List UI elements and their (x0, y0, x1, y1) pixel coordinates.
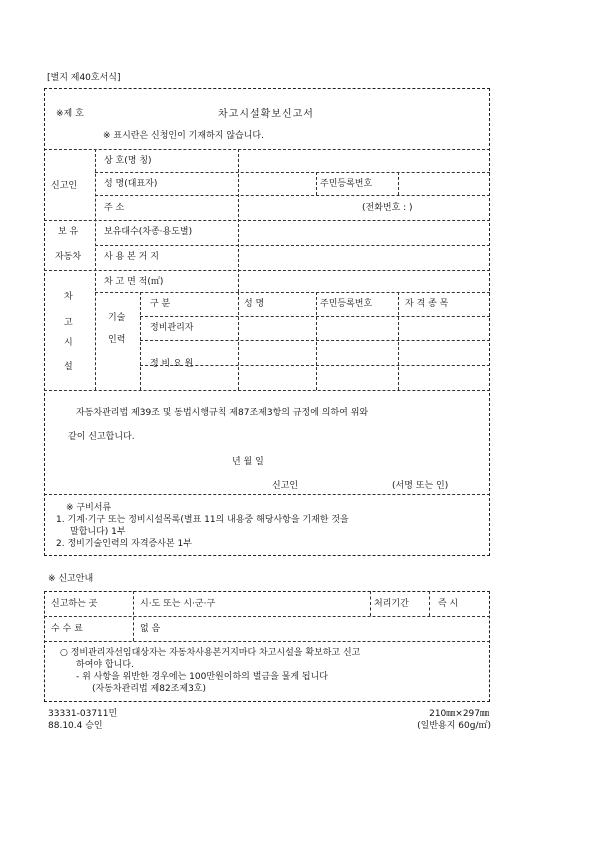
garage-section-char: 시 (64, 338, 73, 348)
document-item-1: 1. 기계·기구 또는 정비시설목록(별표 11의 내용중 해당사항을 기재한 것을 (56, 515, 349, 525)
documents-title: ※ 구비서류 (66, 503, 112, 513)
statement-line-2: 같이 신고합니다. (68, 432, 135, 442)
fee-label: 수 수 료 (51, 624, 83, 634)
guide-note-1: ○ 정비관리자선임대상자는 자동차사용본거지마다 차고시설을 확보하고 신고 (60, 648, 361, 658)
phone-label: (전화번호 : ) (362, 203, 413, 213)
vehicle-section-label-bottom: 자동차 (55, 252, 82, 262)
garage-section-char: 차 (64, 292, 73, 302)
footer-paper: (일반용지 60g/㎡) (417, 721, 491, 731)
signer-label: 신고인 (272, 481, 299, 491)
business-name-label: 상 호(명 칭) (104, 156, 152, 166)
garage-section-char: 고 (64, 318, 73, 328)
guide-note-2: - 위 사항을 위반한 경우에는 100만원이하의 벌금을 물게 됩니다 (76, 672, 328, 682)
fee-value: 없 음 (140, 624, 161, 634)
column-type: 구 분 (150, 299, 171, 309)
receipt-number-label: ※제 호 (56, 109, 84, 119)
document-item-2: 2. 정비기술인력의 자격증사본 1부 (56, 539, 192, 549)
column-resident-number: 주민등록번호 (320, 299, 373, 309)
address-label: 주 소 (104, 203, 125, 213)
vehicle-count-label: 보유대수(차종·용도별) (104, 227, 193, 237)
representative-label: 성 명(대표자) (104, 179, 158, 189)
vehicle-section-label-top: 보 유 (58, 227, 79, 237)
guide-title: ※ 신고안내 (48, 574, 94, 584)
base-location-label: 사 용 본 거 지 (104, 252, 159, 262)
form-title: 차고시설확보신고서 (218, 109, 314, 120)
place-value: 시·도 또는 시·군·구 (140, 599, 216, 609)
document-item-1-cont: 말합니다) 1부 (70, 527, 126, 537)
form-number-label: [별지 제40호서식] (47, 73, 121, 83)
applicant-section-label: 신고인 (51, 181, 78, 191)
tech-staff-label-top: 기술 (108, 313, 126, 323)
row-manager: 정비관리자 (150, 323, 194, 333)
footer-approval: 88.10.4 승인 (48, 721, 103, 731)
guide-note-2-cont: (자동차관리법 제82조제3호) (92, 684, 207, 694)
guide-note-1-cont: 하여야 합니다. (76, 660, 134, 670)
garage-section-char: 설 (64, 362, 73, 372)
form-note: ※ 표시란은 신청인이 기재하지 않습니다. (103, 131, 264, 141)
garage-area-label: 차 고 면 적(㎡) (104, 277, 164, 287)
footer-code: 33331-03711민 (48, 709, 118, 719)
period-value: 즉 시 (438, 599, 459, 609)
footer-size: 210㎜×297㎜ (429, 709, 489, 719)
signature-label: (서명 또는 인) (392, 481, 449, 491)
statement-line-1: 자동차관리법 제39조 및 동법시행규칙 제87조제3항의 규정에 의하여 위와 (76, 408, 369, 418)
resident-number-label: 주민등록번호 (320, 179, 373, 189)
place-label: 신고하는 곳 (51, 599, 98, 609)
date-line: 년 월 일 (232, 457, 264, 467)
column-name: 성 명 (244, 299, 265, 309)
column-qualification: 자 격 종 목 (405, 299, 449, 309)
tech-staff-label-bottom: 인력 (108, 335, 126, 345)
row-mechanic: 정 비 요 원 (150, 359, 194, 369)
period-label: 처리기간 (374, 599, 409, 609)
